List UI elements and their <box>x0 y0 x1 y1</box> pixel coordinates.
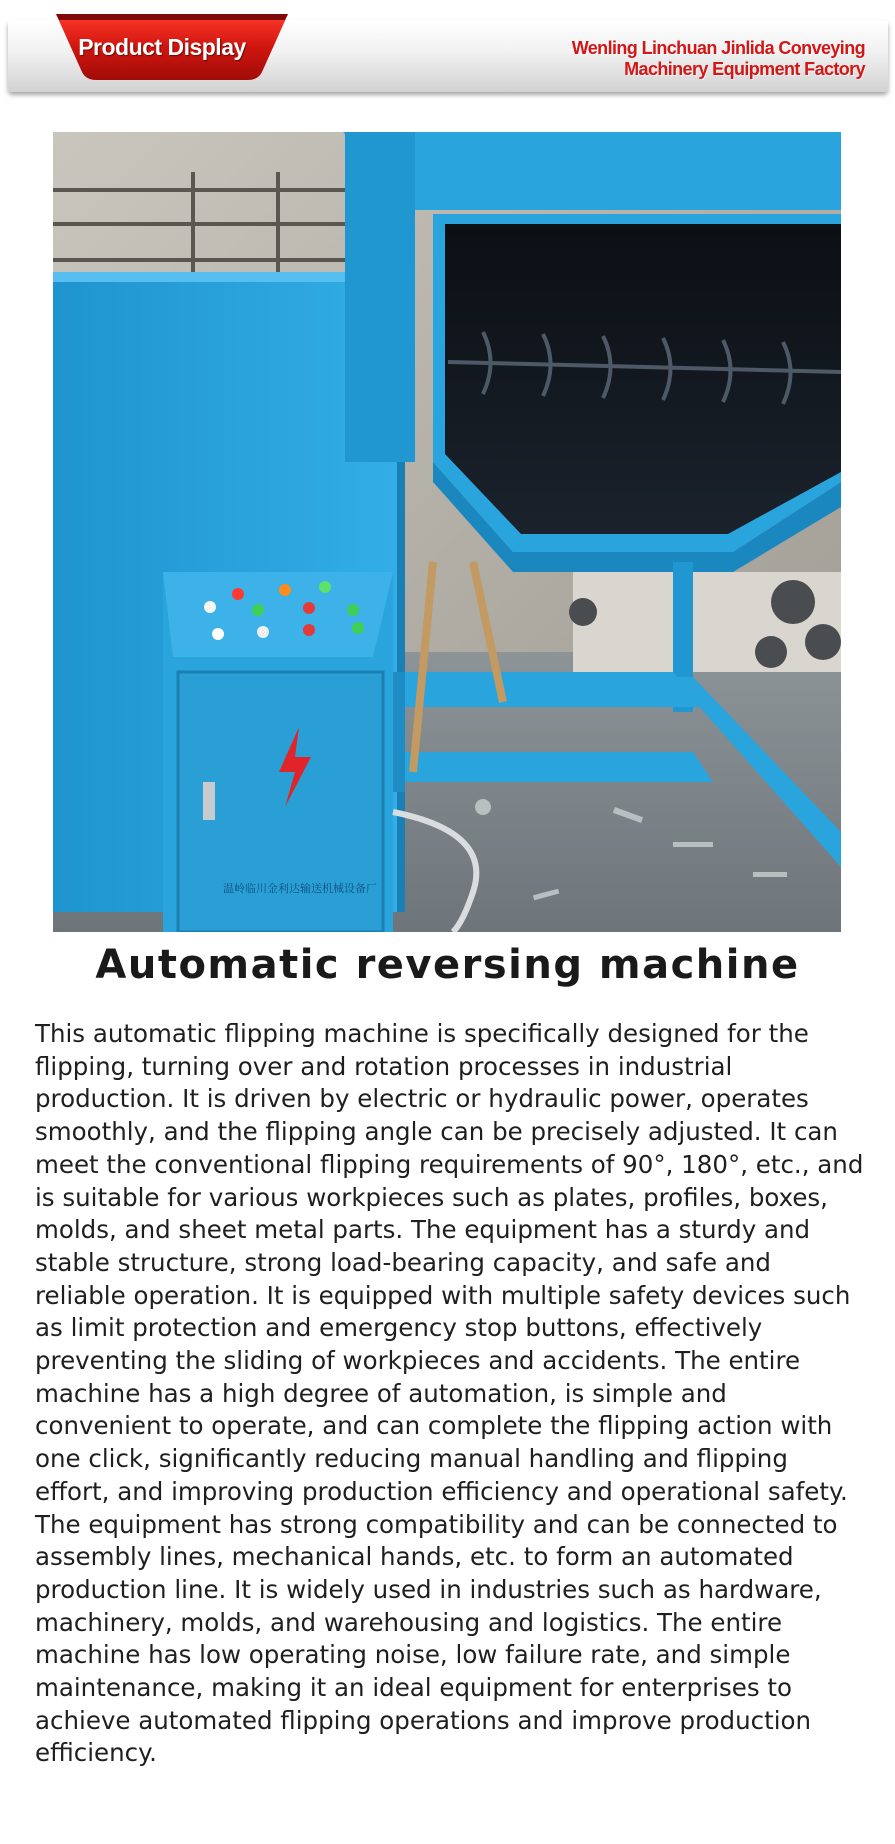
product-title: Automatic reversing machine <box>95 942 800 988</box>
cabinet-brand-text: 温岭临川金利达输送机械设备厂 <box>223 882 377 895</box>
product-display-tab <box>56 14 288 80</box>
company-name-line2: Machinery Equipment Factory <box>624 59 865 79</box>
control-box <box>163 572 393 932</box>
header-banner <box>0 0 895 100</box>
company-name-line1: Wenling Linchuan Jinlida Conveying <box>571 38 865 58</box>
company-name <box>445 38 865 80</box>
product-photo <box>53 132 841 932</box>
product-description: This automatic flipping machine is specifically designed for the flipping, turning over and rotation processes in industrial production. It is driven by electric or hydraulic power, operates smoothly, and the flipping angle can be precisely adjusted. It can meet the conventional flipping requirements of 90°, 180°, etc., and is suitable for various workpieces such as plates, profiles, boxes, molds, and sheet metal parts. The equipment has a sturdy and stable structure, strong load-bearing capacity, and safe and reliable operation. It is equipped with multiple safety devices such as limit protection and emergency stop buttons, effectively preventing the sliding of workpieces and accidents. The entire machine has a high degree of automation, is simple and convenient to operate, and can complete the flipping action with one click, significantly reducing manual handling and flipping effort, and improving production efficiency and operational safety. The equipment has strong compatibility and can be connected to assembly lines, mechanical hands, etc. to form an automated production line. It is widely used in industries such as hardware, machinery, molds, and warehousing and logistics. The entire machine has low operating noise, low failure rate, and simple maintenance, making it an ideal equipment for enterprises to achieve automated flipping operations and improve production efficiency. <box>35 1019 864 1768</box>
tab-label: Product Display <box>78 33 246 60</box>
reversing-machine-illustration <box>53 132 841 932</box>
